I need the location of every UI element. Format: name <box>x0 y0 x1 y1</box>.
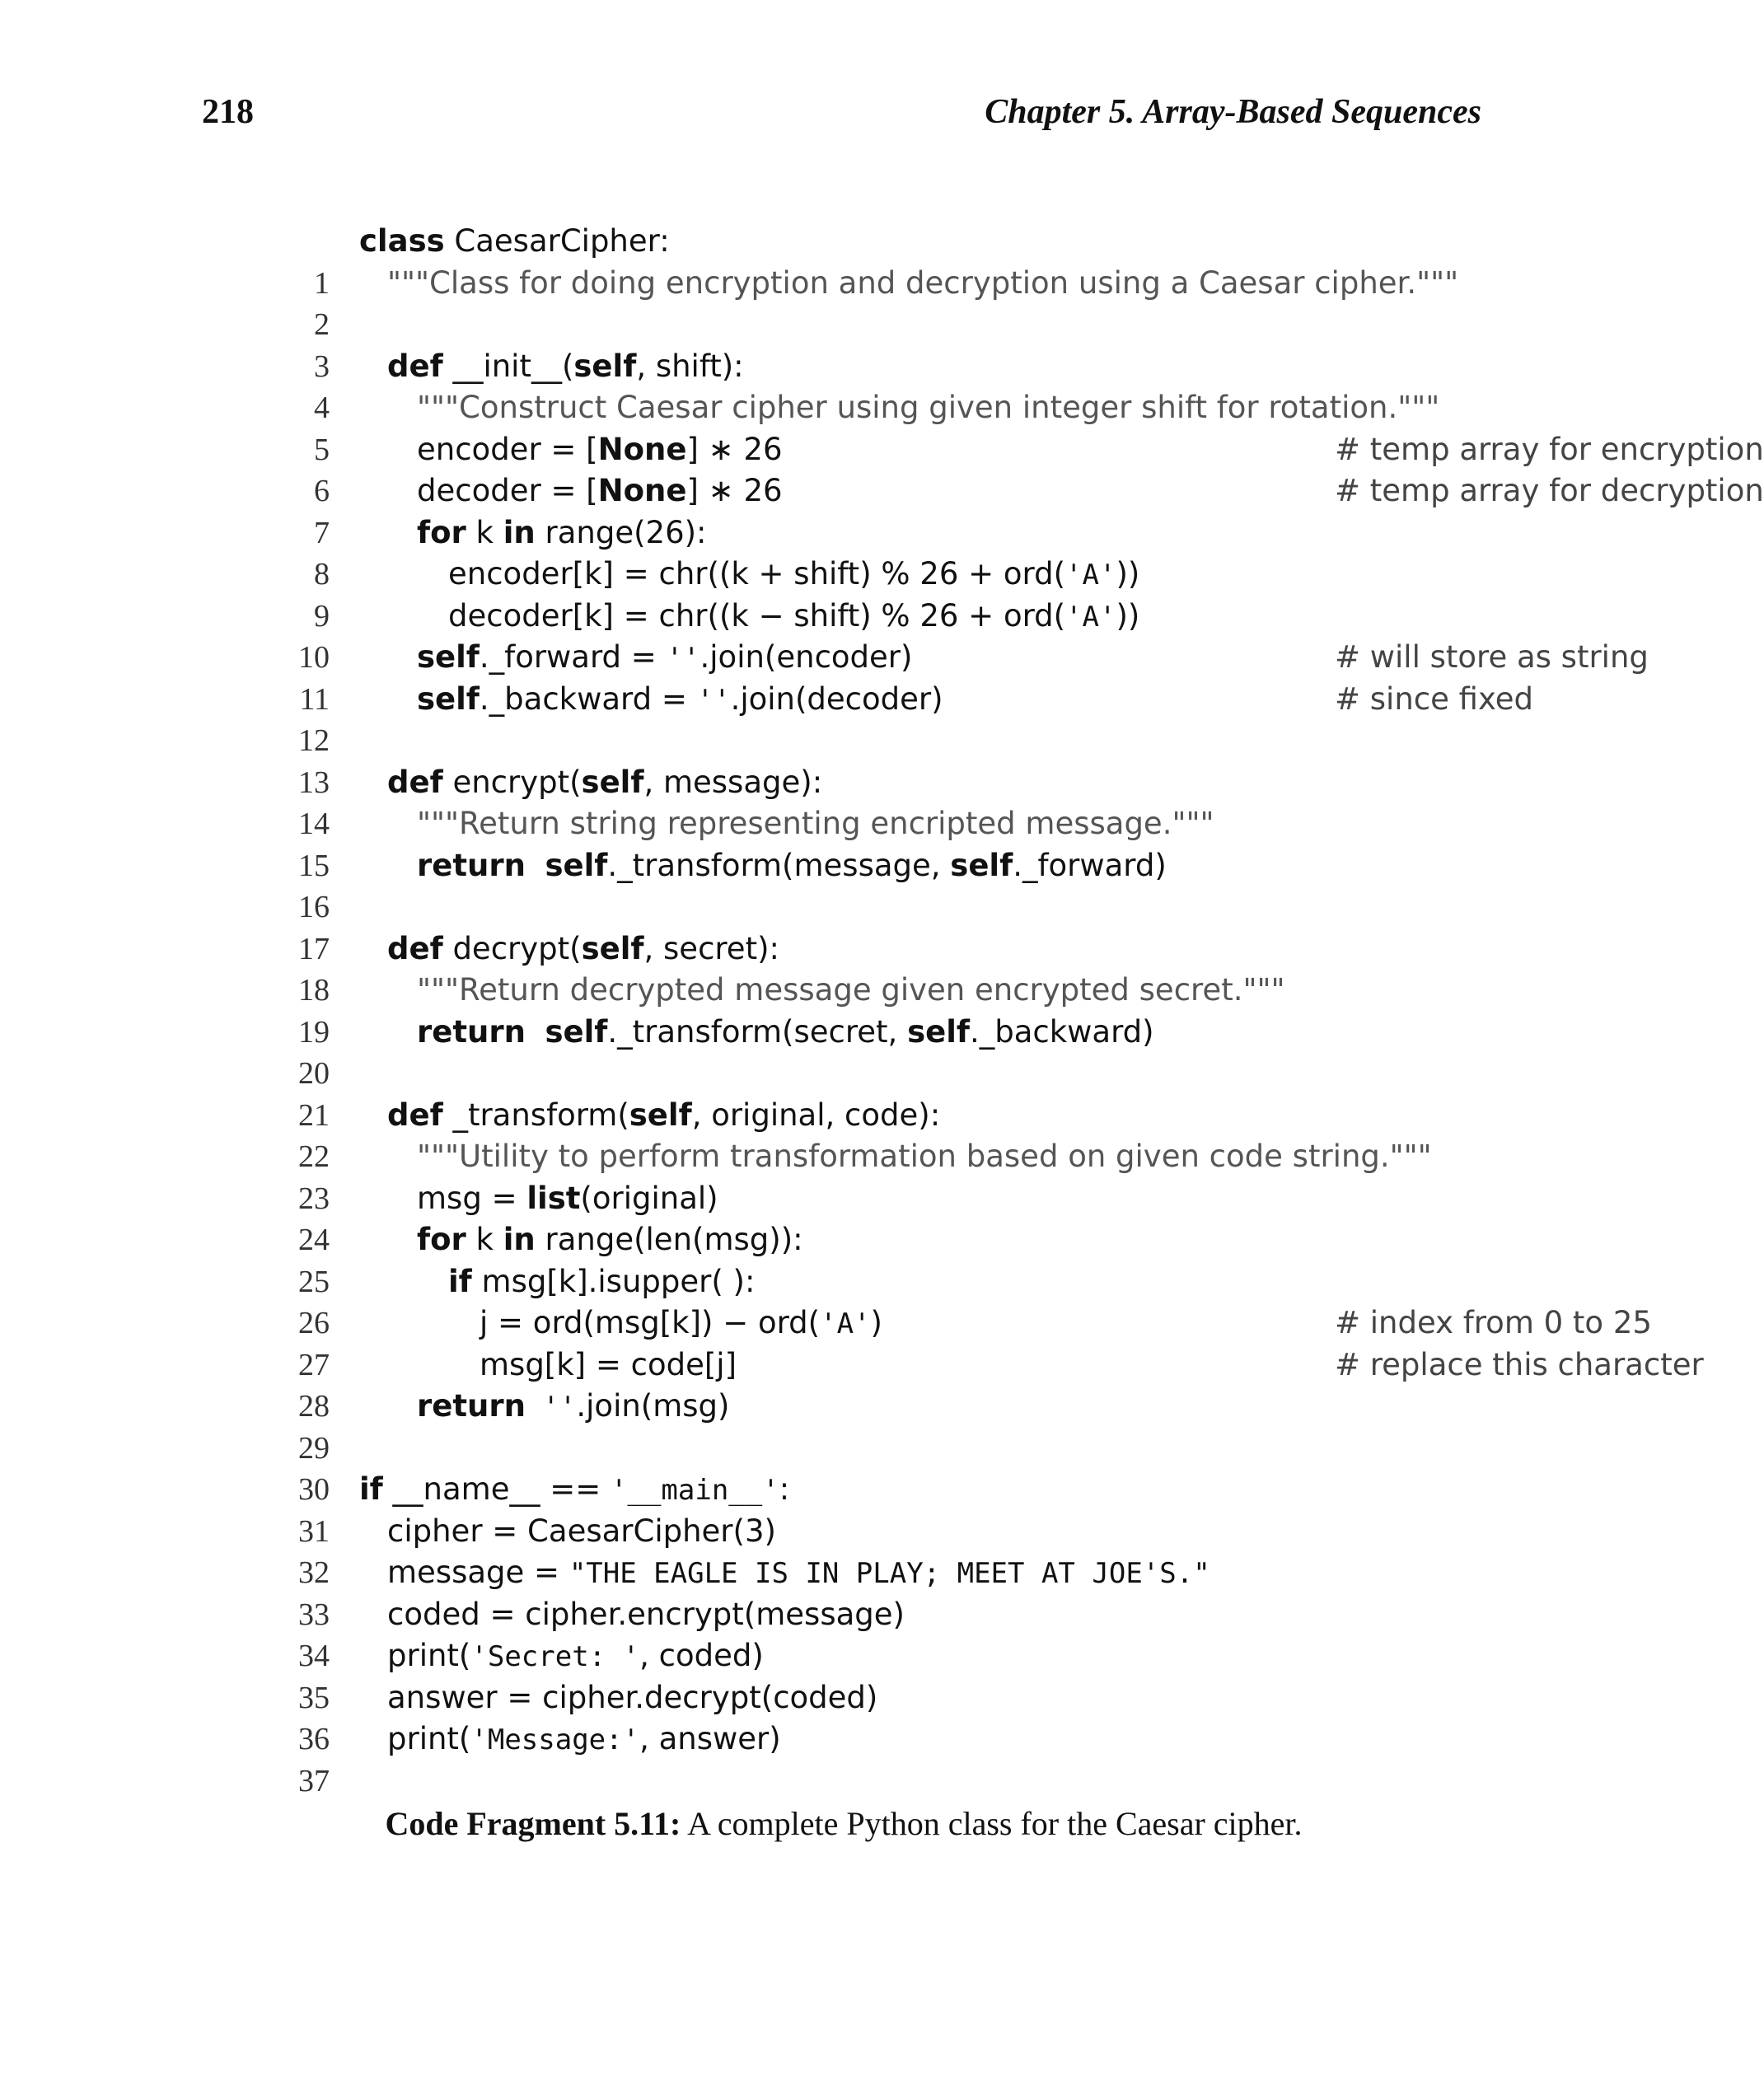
line-number: 20 <box>298 1056 330 1091</box>
line-number: 24 <box>298 1223 330 1257</box>
string-literal: '' <box>666 642 700 675</box>
line-number: 13 <box>298 765 330 800</box>
keyword: self <box>581 930 644 966</box>
code-token: .join(decoder) <box>730 680 943 717</box>
string-literal: 'A' <box>820 1307 871 1340</box>
line-number: 19 <box>298 1014 330 1050</box>
code-token: __init__( <box>442 348 574 384</box>
code-token: )) <box>1116 597 1140 634</box>
code-line <box>264 1719 1516 1798</box>
code-token: , secret): <box>643 930 779 966</box>
line-number: 23 <box>298 1181 330 1216</box>
line-number: 3 <box>314 348 330 384</box>
code-token: ._forward) <box>1013 847 1167 883</box>
code-token: k <box>466 514 503 550</box>
code-token: , coded) <box>639 1638 764 1673</box>
line-number: 15 <box>298 848 330 883</box>
keyword: self <box>417 680 480 717</box>
code-token: ._backward = <box>479 680 697 717</box>
code-token: , message): <box>643 764 823 800</box>
code-token: j = ord(msg[k]) − ord( <box>480 1305 821 1340</box>
code-token: , answer) <box>639 1721 781 1756</box>
string-literal: '' <box>525 1391 577 1424</box>
code-token: _transform( <box>442 1097 629 1133</box>
line-number: 2 <box>314 307 330 342</box>
code-token: .join(msg) <box>576 1388 730 1424</box>
code-token: ._backward) <box>969 1013 1154 1050</box>
page-header <box>202 92 1481 142</box>
comment: # index from 0 to 25 <box>1335 1305 1652 1340</box>
code-line <box>264 1012 1516 1091</box>
line-number: 16 <box>298 890 330 924</box>
keyword: return <box>417 847 526 883</box>
line-number: 32 <box>298 1555 330 1590</box>
comment: # since fixed <box>1335 680 1533 717</box>
keyword: self <box>545 1013 608 1050</box>
code-token: , original, code): <box>691 1097 941 1133</box>
code-token: msg = <box>417 1180 527 1216</box>
code-line <box>264 263 1516 342</box>
keyword: self <box>573 348 637 384</box>
keyword: class <box>359 223 445 259</box>
code-token: )) <box>1116 556 1140 592</box>
line-number: 30 <box>298 1472 330 1507</box>
comment: # temp array for encryption <box>1335 431 1764 467</box>
line-number: 31 <box>298 1513 330 1549</box>
code-line <box>264 679 1533 758</box>
code-token: ._transform(secret, <box>607 1013 908 1050</box>
page-number: 218 <box>202 93 254 131</box>
line-number: 37 <box>298 1763 330 1798</box>
line-number: 5 <box>314 432 330 467</box>
keyword: in <box>503 1222 536 1257</box>
figure-caption <box>0 1804 1687 1843</box>
line-number: 12 <box>298 723 330 758</box>
code-token: range(26): <box>535 514 707 550</box>
code-token: coded = cipher.encrypt(message) <box>387 1596 905 1632</box>
line-number: 14 <box>298 807 330 841</box>
keyword: if <box>448 1263 472 1299</box>
string-literal: '__main__' <box>611 1474 779 1507</box>
line-number: 11 <box>299 681 330 717</box>
line-number: 26 <box>298 1306 330 1340</box>
keyword: return <box>417 1013 526 1050</box>
line-number: 29 <box>298 1430 330 1466</box>
keyword: self <box>950 847 1013 883</box>
line-number: 4 <box>314 390 330 425</box>
string-literal: "THE EAGLE IS IN PLAY; MEET AT JOE'S." <box>569 1557 1210 1590</box>
keyword: self <box>417 639 480 675</box>
code-token: ] ∗ 26 <box>686 473 783 508</box>
line-number: 6 <box>314 474 330 508</box>
code-token: range(len(msg)): <box>535 1222 803 1257</box>
keyword: self <box>907 1013 970 1050</box>
keyword: return <box>417 1388 526 1424</box>
code-token: ] ∗ 26 <box>686 431 783 467</box>
line-number: 27 <box>298 1347 330 1382</box>
line-number: 36 <box>298 1722 330 1756</box>
docstring: """Class for doing encryption and decryption using a Caesar cipher.""" <box>387 264 1459 301</box>
keyword: self <box>629 1097 692 1133</box>
string-literal: 'A' <box>1065 559 1116 592</box>
chapter-title: Chapter 5. Array-Based Sequences <box>985 93 1481 131</box>
caption-label: Code Fragment 5.11: <box>385 1805 681 1842</box>
keyword: None <box>597 431 687 467</box>
string-literal: 'Secret: ' <box>470 1640 640 1673</box>
docstring: """Return decrypted message given encrypted secret.""" <box>417 972 1285 1008</box>
line-number: 34 <box>298 1639 330 1673</box>
line-number: 28 <box>298 1389 330 1424</box>
code-token: (original) <box>580 1180 718 1216</box>
code-token: .join(encoder) <box>700 639 913 675</box>
line-number: 25 <box>298 1264 330 1299</box>
line-number: 10 <box>298 640 330 675</box>
code-token: encrypt( <box>442 764 582 800</box>
code-token: k <box>466 1222 503 1257</box>
docstring: """Return string representing encripted message.""" <box>417 806 1214 841</box>
comment: # replace this character <box>1335 1346 1704 1382</box>
keyword: def <box>387 764 443 800</box>
code-token: message = <box>387 1555 569 1590</box>
code-token: ._transform(message, <box>607 847 951 883</box>
keyword: list <box>526 1180 581 1216</box>
code-token: encoder = [ <box>417 431 598 467</box>
keyword: self <box>581 764 644 800</box>
keyword: def <box>387 930 443 966</box>
string-literal: 'Message:' <box>470 1723 640 1756</box>
code-token: , shift): <box>636 348 744 384</box>
line-number: 7 <box>314 515 330 550</box>
line-number: 8 <box>314 557 330 592</box>
code-token: print( <box>387 1638 471 1673</box>
code-token: decrypt( <box>442 930 582 966</box>
keyword: if <box>359 1471 383 1507</box>
line-number: 33 <box>298 1597 330 1632</box>
keyword: None <box>597 473 687 508</box>
code-token: ._forward = <box>479 639 667 675</box>
keyword: def <box>387 348 443 384</box>
comment: # temp array for decryption <box>1335 473 1764 508</box>
code-token: decoder = [ <box>417 473 598 508</box>
line-number: 35 <box>298 1680 330 1715</box>
line-number: 18 <box>298 973 330 1008</box>
line-number: 9 <box>314 598 330 634</box>
line-number: 22 <box>298 1139 330 1174</box>
string-literal: 'A' <box>1065 600 1116 634</box>
code-token: msg[k].isupper( ): <box>471 1263 756 1299</box>
code-token: cipher = CaesarCipher(3) <box>387 1513 776 1549</box>
docstring: """Construct Caesar cipher using given integer shift for rotation.""" <box>417 390 1440 425</box>
code-token: : <box>779 1471 790 1507</box>
keyword: for <box>417 514 466 550</box>
code-token: __name__ == <box>382 1471 611 1507</box>
code-token: ) <box>870 1305 882 1340</box>
caption-text: A complete Python class for the Caesar cipher. <box>681 1805 1303 1842</box>
code-token: CaesarCipher: <box>444 223 670 259</box>
keyword: for <box>417 1222 466 1257</box>
comment: # will store as string <box>1335 639 1649 675</box>
code-token: decoder[k] = chr((k − shift) % 26 + ord( <box>448 597 1066 634</box>
code-token: msg[k] = code[j] <box>480 1346 737 1382</box>
keyword: def <box>387 1097 443 1133</box>
code-line <box>264 1386 1516 1466</box>
code-listing <box>264 221 1764 1798</box>
string-literal: '' <box>696 683 731 717</box>
keyword: self <box>545 847 608 883</box>
line-number: 1 <box>314 265 330 301</box>
code-token: print( <box>387 1721 471 1756</box>
code-token: encoder[k] = chr((k + shift) % 26 + ord( <box>448 556 1066 592</box>
line-number: 21 <box>298 1097 330 1133</box>
code-line <box>264 845 1516 924</box>
docstring: """Utility to perform transformation based on given code string.""" <box>417 1139 1432 1174</box>
keyword: in <box>503 514 536 550</box>
code-token: answer = cipher.decrypt(coded) <box>387 1679 878 1715</box>
line-number: 17 <box>298 931 330 966</box>
